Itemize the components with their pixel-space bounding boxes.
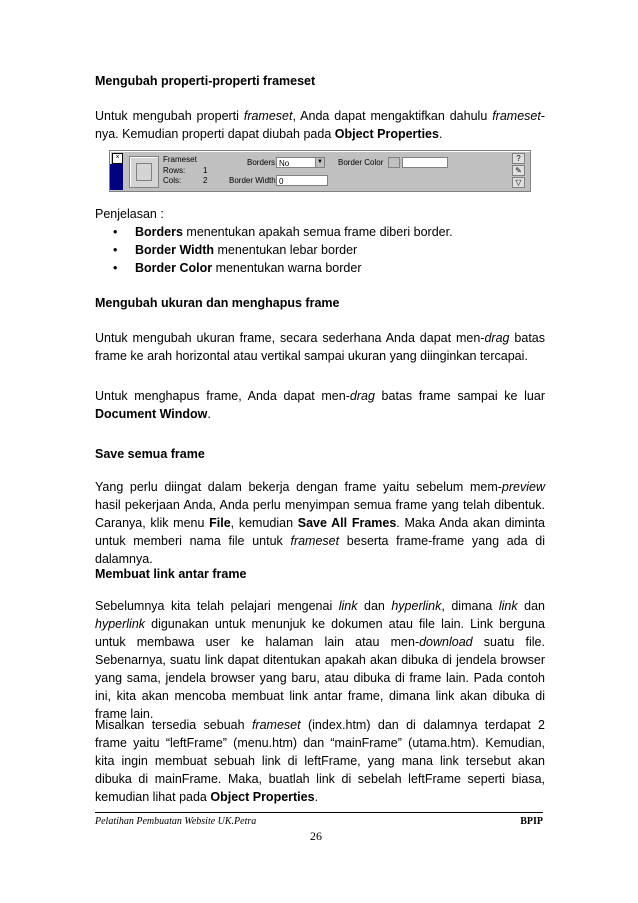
footer-left: Pelatihan Pembuatan Website UK.Petra <box>95 816 257 827</box>
paragraph-resize: Untuk mengubah ukuran frame, secara sederhana Anda dapat men-drag batas frame ke arah horizontal atau vertikal sampai ukuran yang diinginkan tercapai. <box>95 331 545 363</box>
edit-icon[interactable]: ✎ <box>512 165 525 176</box>
footer-right: BPIP <box>520 816 543 827</box>
border-color-swatch[interactable] <box>388 157 400 168</box>
cols-label: Cols: <box>163 176 182 185</box>
border-width-input[interactable]: 0 <box>276 175 328 186</box>
borders-select[interactable]: No <box>276 157 316 168</box>
heading-frameset-properties: Mengubah properti-properti frameset <box>95 74 316 88</box>
inspector-sidebar <box>110 164 123 190</box>
frameset-label: Frameset <box>163 155 197 164</box>
close-icon[interactable]: × <box>112 153 123 164</box>
penjelasan-label: Penjelasan : <box>95 207 164 221</box>
cols-value: 2 <box>203 176 208 185</box>
heading-save-frames: Save semua frame <box>95 447 205 461</box>
frameset-icon <box>129 156 159 188</box>
list-item: • Border Width menentukan lebar border <box>113 243 358 257</box>
paragraph-save-frames: Yang perlu diingat dalam bekerja dengan frame yaitu sebelum mem-preview hasil pekerjaan Anda, Anda perlu menyimpan semua frame yang telah dibentuk. Caranya, klik menu File, kemudian Save All Frames. Maka Anda akan diminta untuk memberi nama file untuk frameset beserta frame-frame yang ada di dalamnya. <box>95 480 546 566</box>
rows-value: 1 <box>203 166 208 175</box>
bullet-list <box>113 223 453 277</box>
paragraph-link-intro: Sebelumnya kita telah pelajari mengenai link dan hyperlink, dimana link dan hyperlink digunakan untuk menunjuk ke dokumen atau file lain. Link berguna untuk membawa user ke halaman lain atau men-download suatu file. Sebenarnya, suatu link dapat ditentukan apakah akan dibuka di jendela browser yang sama, jendela browser yang baru, atau dibuka di frame lain. Pada contoh ini, kita akan mencoba membuat link antar frame, dimana link akan dibuka di frame lain. <box>95 599 545 721</box>
heading-resize-delete: Mengubah ukuran dan menghapus frame <box>95 296 340 310</box>
paragraph-frameset-intro: Untuk mengubah properti frameset, Anda dapat mengaktifkan dahulu frameset-nya. Kemudian properti dapat diubah pada Object Properties. <box>95 109 545 141</box>
borders-label: Borders <box>247 158 276 167</box>
border-color-input[interactable] <box>402 157 448 168</box>
help-icon[interactable]: ? <box>512 153 525 164</box>
frameset-property-inspector <box>109 150 531 192</box>
list-item: • Borders menentukan apakah semua frame diberi border. <box>113 225 453 239</box>
paragraph-link-example: Misalkan tersedia sebuah frameset (index.htm) dan di dalamnya terdapat 2 frame yaitu “leftFrame” (menu.htm) dan “mainFrame” (utama.htm). Kemudian, kita ingin membuat sebuah link di leftFrame, yang mana link tersebut akan dibuka di mainFrame. Maka, buatlah link di sebelah leftFrame seperti biasa, kemudian lihat pada Object Properties. <box>95 718 545 804</box>
chevron-down-icon[interactable]: ▼ <box>315 157 325 168</box>
expand-icon[interactable]: ▽ <box>512 177 525 188</box>
rows-label: Rows: <box>163 166 186 175</box>
border-color-label: Border Color <box>338 158 384 167</box>
paragraph-delete: Untuk menghapus frame, Anda dapat men-drag batas frame sampai ke luar Document Window. <box>95 389 545 421</box>
page-footer <box>95 812 543 827</box>
list-item: • Border Color menentukan warna border <box>113 261 362 275</box>
page-number: 26 <box>310 829 322 843</box>
border-width-label: Border Width <box>229 176 276 185</box>
heading-link-frames: Membuat link antar frame <box>95 567 247 581</box>
